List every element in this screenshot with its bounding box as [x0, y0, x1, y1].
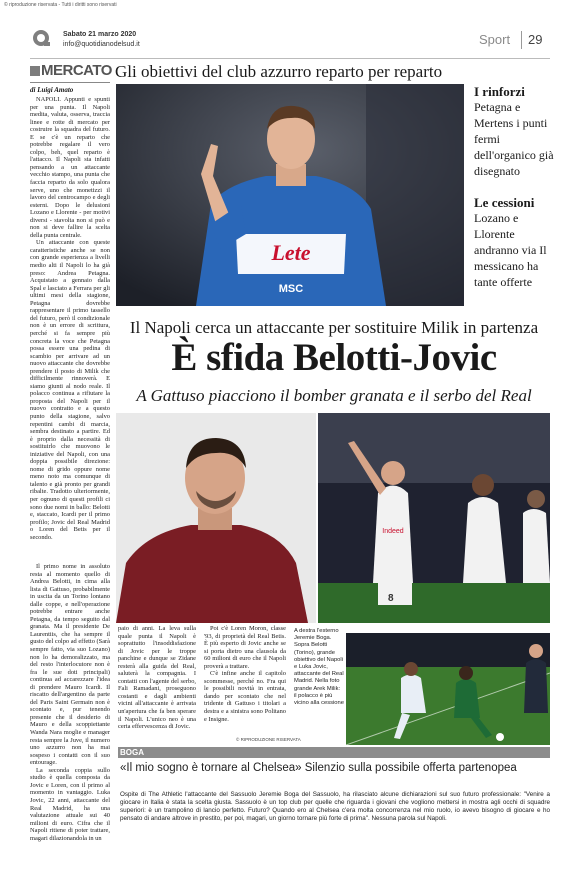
section-label: MERCATO	[41, 62, 112, 79]
shirt-sponsor-2: MSC	[278, 283, 304, 295]
sidebar-text-reinforcements: Petagna e Mertens i punti fermi dell'organico già disegnato	[474, 100, 554, 178]
paragraph: La seconda coppia sullo studio è quella composta da Jovic e Loren, con il primo al momento in vantaggio. Luka Jovic, 22 anni, attaccante del Real Madrid, ha una valutazione attuale sui 40 milioni di euro. Cifra che il Napoli ritiene di poter trattare, magari dilazionandola in un	[30, 766, 110, 842]
byline: di Luigi Amato	[30, 86, 74, 94]
issue-date: Sabato 21 marzo 2020	[63, 31, 137, 38]
paragraph: C'è infine anche il capitolo scommesse, perché no. Fra qui le possibili novità in entrata, dando per scontato che nel tridente di Gattuso i titolari a destra e a sinistra sono Politano e Insigne.	[204, 670, 286, 723]
paragraph: NAPOLI. Appunti e spunti per una punta. Il Napoli medita, valuta, osserva, traccia linee e rotte di mercato per costruire la squadra del futuro. E se c'è un reparto che potrebbe regalare il vero colpo, beh, quel reparto è l'attacco. Il Napoli sta infatti pensando a un attaccante vecchio stampo, una punta che faccia reparto da solo qualora serve, uno che monetizzi il lavoro del centrocampo e degli esterni. Dopo le delusioni Lozano e Llorente - per motivi diversi - stavolta non si può e non si deve fallire la scelta della punta centrale.	[30, 96, 110, 239]
paragraph: Poi c'è Loren Moron, classe '93, di proprietà del Real Betis. È più esperto di Jovic anche se si porta dietro una clausola da 60 milioni di euro che il Napoli proverà a trattare.	[204, 625, 286, 670]
article-subhead: Il Napoli cerca un attaccante per sostituire Milik in partenza	[129, 318, 539, 337]
rights-reserved: © RIPRODUZIONE RISERVATA	[236, 737, 301, 742]
photo-boga	[346, 633, 550, 745]
shirt-sponsor: Lete	[271, 240, 311, 265]
jovic-sponsor: Indeed	[382, 528, 404, 535]
paragraph: Il primo nome in assoluto resta al momento quello di Andrea Belotti, in cima alla lista di Gattuso, probabilmente in uscita da un Torino lontano dalle coppe, e nell'operazione potrebbe entrare anche Petagna, da tempo seguito dal granata. Ma il presidente De Laurentiis, che ha sempre il gusto del colpo ad effetto (Sarà sempre fatto, via suo Lozano) non lo ha demoralizzato, ma del resto l'interlocutore non è fra le sue doti principali) continua ad accarezzare l'idea di prendere Mauro Icardi. Il riscatto dell'argentino da parte del Paris Saint Germain non è scontato e, pur tenendo presente che il desiderio di Mauro e della scoppiettante Wanda Nara moglie e manager resta sempre la Juve, il numero uno azzurro non ha mai sospeso i contatti con il suo entourage.	[30, 563, 110, 767]
header-rule	[30, 58, 550, 59]
boga-label: BOGA	[120, 748, 144, 757]
boga-title: «Il mio sogno è tornare al Chelsea» Silenzio sulla possibile offerta partenopea	[120, 762, 517, 774]
article-deck: A Gattuso piacciono il bomber granata e il serbo del Real	[136, 386, 532, 405]
boga-label-bar	[118, 747, 550, 758]
sidebar-heading-reinforcements: I rinforzi	[474, 84, 525, 99]
newspaper-logo-icon-tail	[44, 42, 50, 46]
photo-milik	[116, 84, 464, 306]
paragraph: Un attaccante con queste caratteristiche anche se non con grande esperienza a livelli medio alti il Napoli lo ha già preso: Andrea Petagna. Acquistato a gennaio dalla Spal e lasciato a Ferrara per gli ultimi mesi della stagione, Petagna dovrebbe rappresentare il primo tassello del futuro, però il condizionale non è un errore di scrittura, perché si fa sempre più concreta la voce che Petagna possa essere una pedina di scambio per arrivare ad un nuovo attaccante che dovrebbe prendere il posto di Milik che difficilmente rinnoverà. E siamo giunti al nodo reale. Il polacco continua a rifiutare la proposta del Napoli per il nuovo contratto e a questo punto della stagione, salvo repentini cambi di marcia, sembra destinato a partire. Ed è proprio dalla necessità di sostituirlo che muovono le iniziative del Napoli, con una doppia possibile direzione: nome di grido oppure nome meno noto ma comunque di talento e già pronto per grandi ribalte. Tradotto ulteriormente, per ognuno di questi profili ci sono due nomi in ballo: Belotti e, staccato, Icardi per il primo profilo; Jovic del Real Madrid o Loren del Betis per il secondo.	[30, 239, 110, 541]
header-divider	[521, 31, 522, 49]
boga-body: Ospite di The Athletic l'attaccante del Sassuolo Jeremie Boga del Sassuolo, ha rilasciato alcune dichiarazioni sul suo futuro professionale: "Venire a giocare in Italia è stata la scelta giusta. Sassuolo è un top club per quelle che riguarda i giovani che vogliono mettersi in mostra agli occhi di squadre superiori: è un trampolino di lancio perfetto. Futuro? Quando ero al Chelsea c'era molta concorrenza nel mio ruolo, io avevo bisogno di giocare e ho pensato di andare altrove in prestito, per poi, magari, un giorno tornare più forte di prima". Nessuna parola sul Napoli.	[120, 791, 550, 822]
sidebar-text-sales: Lozano e Llorente andranno via Il messicano ha tante offerte	[474, 211, 547, 289]
page-number: 29	[528, 32, 543, 47]
article-body-column-3	[204, 625, 286, 743]
jovic-number: 8	[388, 593, 394, 604]
section-square-icon	[30, 66, 40, 76]
photo-jovic	[318, 413, 550, 623]
section-name: Sport	[479, 32, 511, 47]
sidebar-heading-sales: Le cessioni	[474, 195, 535, 210]
article-body-column-1b	[30, 563, 110, 863]
copyright-notice: © riproduzione riservata - Tutti i diritti sono riservati	[4, 2, 117, 8]
article-headline: È sfida Belotti-Jovic	[171, 336, 497, 379]
photo-belotti	[116, 413, 316, 623]
label-rule	[30, 82, 110, 83]
contact-email: info@quotidianodelsud.it	[63, 41, 140, 48]
article-kicker: Gli obiettivi del club azzurro reparto per reparto	[115, 62, 443, 81]
photo-caption: A destra l'esterno Jeremie Boga. Sopra Belotti (Torino), grande obiettivo del Napoli e Luka Jovic, attaccante del Real Madrid. Nella foto grande Arek Milik: il polacco è più vicino alla cessione	[294, 628, 344, 707]
article-body-column-2: paio di anni. La leva sulla quale punta il Napoli è soprattutto l'insoddisfazione di Jovic per le troppe panchine e dunque se Zidane resterà alla guida del Real, saluterà la compagnia. I contatti con l'agente del serbo, Fali Ramadani, proseguono costanti e dagli ambienti vicini all'attaccante è arrivata un'apertura che fa ben sperare il Napoli. L'unico neo è una certa effervescenza di Jovic.	[118, 625, 196, 731]
